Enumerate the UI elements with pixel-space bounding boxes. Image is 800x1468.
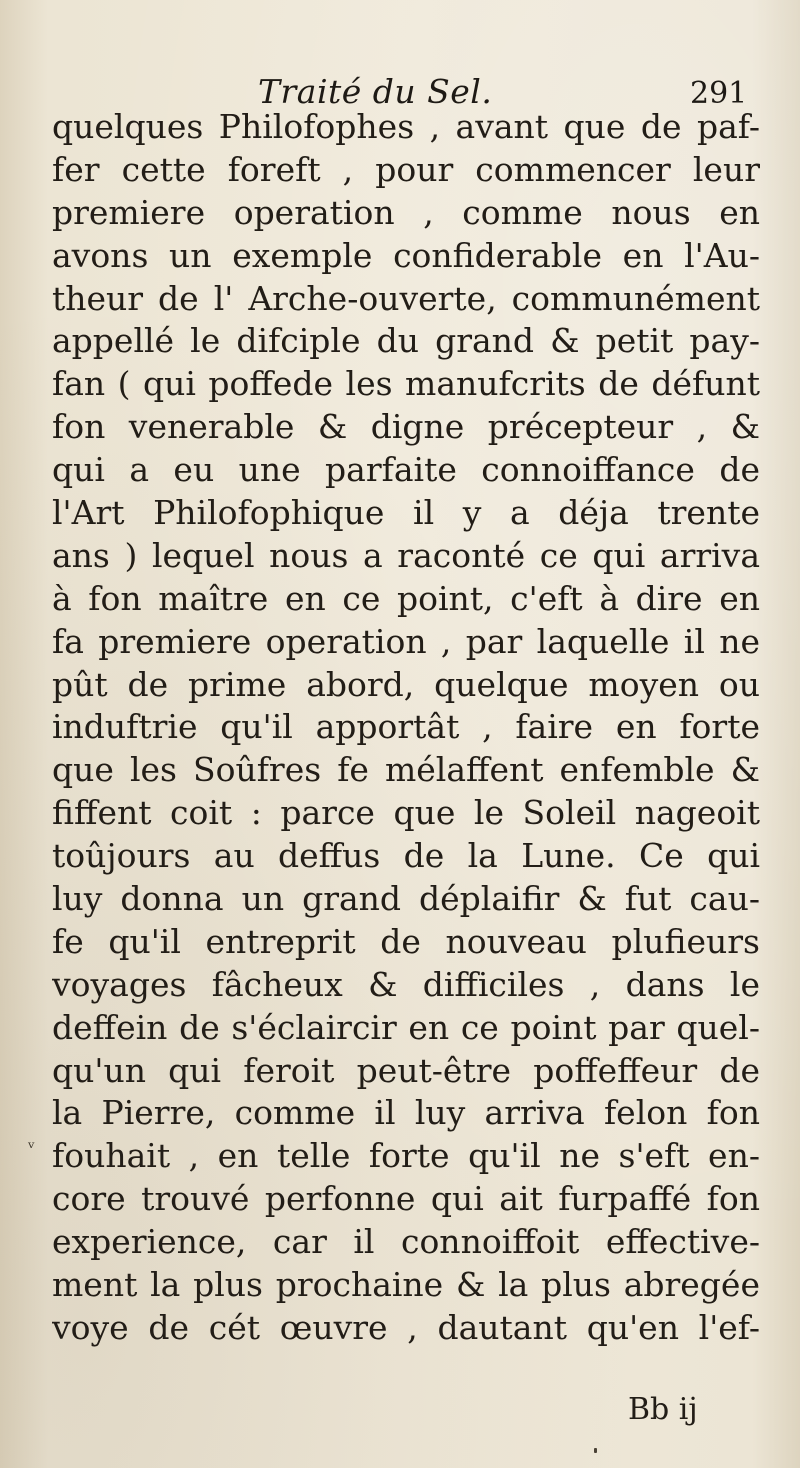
- text-line: l'Art Philofophique il y a déja trente: [52, 493, 760, 533]
- text-line: induftrie qu'il apportât , faire en forte: [52, 707, 760, 747]
- text-line: fe qu'il entreprit de nouveau plufieurs: [52, 921, 760, 961]
- text-line: ment la plus prochaine & la plus abregée: [52, 1265, 760, 1305]
- text-line: fouhait , en telle forte qu'il ne s'eft en-: [52, 1136, 760, 1176]
- text-line: fan ( qui poffede les manufcrits de défunt: [52, 364, 760, 404]
- text-line: theur de l' Arche-ouverte, communément: [52, 278, 760, 318]
- text-line: fiffent coit : parce que le Soleil nageoit: [52, 793, 760, 833]
- text-line: premiere operation , comme nous en: [52, 192, 760, 232]
- text-line: voye de cét œuvre , dautant qu'en l'ef-: [52, 1307, 760, 1347]
- text-line: luy donna un grand déplaifir & fut cau-: [52, 879, 760, 919]
- text-line: fa premiere operation , par laquelle il ne: [52, 621, 760, 661]
- text-line: voyages fâcheux & difficiles , dans le: [52, 964, 760, 1004]
- margin-mark: ᵛ: [28, 1138, 35, 1159]
- page-number: 291: [690, 76, 748, 111]
- text-line: que les Soûfres fe mélaffent enfemble &: [52, 750, 760, 790]
- signature-mark: Bb ij: [628, 1392, 698, 1427]
- text-line: avons un exemple confiderable en l'Au-: [52, 235, 760, 275]
- text-line: experience, car il connoiffoit effective-: [52, 1222, 760, 1262]
- body-text: [52, 106, 760, 1350]
- ink-speck: [594, 1448, 597, 1453]
- text-line: à fon maître en ce point, c'eft à dire en: [52, 578, 760, 618]
- running-title: Traité du Sel.: [258, 72, 493, 111]
- text-line: appellé le difciple du grand & petit pay-: [52, 321, 760, 361]
- text-line: qu'un qui feroit peut-être poffeffeur de: [52, 1050, 760, 1090]
- text-line: quelques Philofophes , avant que de paf-: [52, 107, 760, 146]
- text-line: toûjours au deffus de la Lune. Ce qui: [52, 836, 760, 876]
- text-line: pût de prime abord, quelque moyen ou: [52, 664, 760, 704]
- text-line: qui a eu une parfaite connoiffance de: [52, 450, 760, 490]
- text-line: core trouvé perfonne qui ait furpaffé fon: [52, 1179, 760, 1219]
- text-line: fer cette foreft , pour commencer leur: [52, 149, 760, 189]
- text-line: deffein de s'éclaircir en ce point par quel-: [52, 1007, 760, 1047]
- text-line: fon venerable & digne précepteur , &: [52, 407, 760, 447]
- text-line: la Pierre, comme il luy arriva felon fon: [52, 1093, 760, 1133]
- text-line: ans ) lequel nous a raconté ce qui arriva: [52, 535, 760, 575]
